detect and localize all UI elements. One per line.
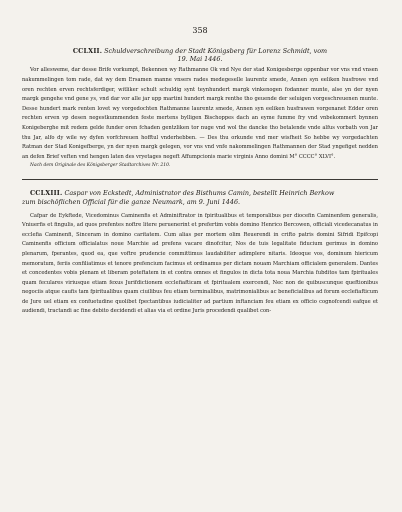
document-2-body <box>22 212 378 318</box>
document-2-text: Cafpar de Eykftede, Vicedominus Caminenfis et Adminiftrator in fpiritualibus et temporalibus per diocefin Caminenfem generalis, Vniuerfis et fingulis, ad quos prefentes noftre litere peruenerint et prefertim vobis domino Henrico Bercowen, officiali vicedecanatus in ecclefia Caminenfi, Sinceram in domino caritatem. Cum alias per mortem olim Reuerendi in crifto patris domini Sifridi Epifcopi Caminenfis officium officialatus noue Marchie ad prefens vacare dinofcitur, Nos de tuis legalitate fiducium gerimus in domino plenarum, fperantes, quod ea, que voftre prudencie committimus laudabiliter adimplere nitaris. Ideoque vos, dominum hiericum memoratum, feriis confiliatimus et tenore prefencium facimus et ordinamus per dictam nouam Marchiam officialem generalem. Dantes et concedentes vobis plenam et liberam poteftatem in et contra omnes et fingulos in dicta tota noua Marchia fubditos tam fpirituales quam feculares viriusque etiam fexus Jurifdictionem ecclefiafticam et fpiritualem exercendi, Nec non de quibuscunque queftionibus negociis atque caufis tam fpiritualibus quam ciuilibus feu etiam terminalibus, matrimonialibus ac beneficialibus ad forum ecclefiafticum de Jure uel etiam ex confuetudine quolibet fpectantibus iudicialiter ad partium inftanciam feu etiam ex officio cognofcendi eafque et audiendi, tractandi ac fine debito decidendi et alias via et ordine Juris procedendi qualibet con- <box>22 212 378 315</box>
document-2-title-line-1: Caspar von Eckstedt, Administrator des Bisthums Camin, bestellt Heinrich Berkow <box>64 189 335 198</box>
document-1-title-line-2: 19. Mai 1446. <box>177 55 223 64</box>
document-1-heading <box>22 47 378 63</box>
document-1-source-note: Nach dem Originale des Königsberger Stadtarchives Nr. 210. <box>30 163 171 169</box>
document-2-number: CCLXIII. <box>30 189 63 198</box>
document-1-text: Vor allesweme, dar desse Brife vorkumpt, Bekennen wy Rathmanne Ok vnd Nye der stad Konigesberge oppenbar vor vns vnd vnsen nakummelingen tom rade, dat wy dem Ersamen manne vnsers rades medegeselle laurentz smede, Annen syn eeliken husfrowe vnd oren rechten erven rechtsferdiger, witliker schult schuldig synt teynhundert margk vinkenogen fodanner munte, alse yn der nyen margk gengehe vnd gene ys, vnd dar vor alle jar upp martini hundert margk renthe tho geuende der seluigen vorgeschreuenen munte. Desse hundert mark renten lovet wy vorgedochten Rathmanne laurentz smede, Annen syn eeliken husfrawen vorgenanet Edder oren rechten erven vp desen negestkummenden feste mertens bylligen Bischoppes dach an eyme fumme fry vnd vnbekommert bynnen Konigeberghe mit redem gelde funder oren fchaden gentzliken tor nuge vnd wol the dancke tho betalende vnde alfus vorbath von Jar thu Jar, alfo dy wile wy dyfen vorfchreuen hofftul vnderhebben. — Des thu orkunde vnd mer wisfheit So hebbe wy vorgedachten Ratman der Stad Konigefberge, yn der nyen margk gelegen, vor vns vnd vnfe nakommelingen Rathmannen der Stad yngefiget nedden an defen Brief veften vnd hengen laten des vryetages negeft Affumpcionis marie virginis Anno domini M° CCCC° XLVI°. <box>22 67 378 160</box>
page-number: 358 <box>192 26 208 35</box>
document-2-title-line-2: zum bischöflichen Official für die ganze Neumark, am 9. Juni 1446. <box>22 197 241 206</box>
document-1-title-line-1: Schuldverschreibung der Stadt Königsberg für Lorenz Schmidt, vom <box>104 47 328 55</box>
document-1-number: CCLXII. <box>72 47 103 55</box>
section-divider <box>22 179 378 180</box>
document-1-body <box>22 66 378 162</box>
document-2-heading <box>22 189 378 206</box>
